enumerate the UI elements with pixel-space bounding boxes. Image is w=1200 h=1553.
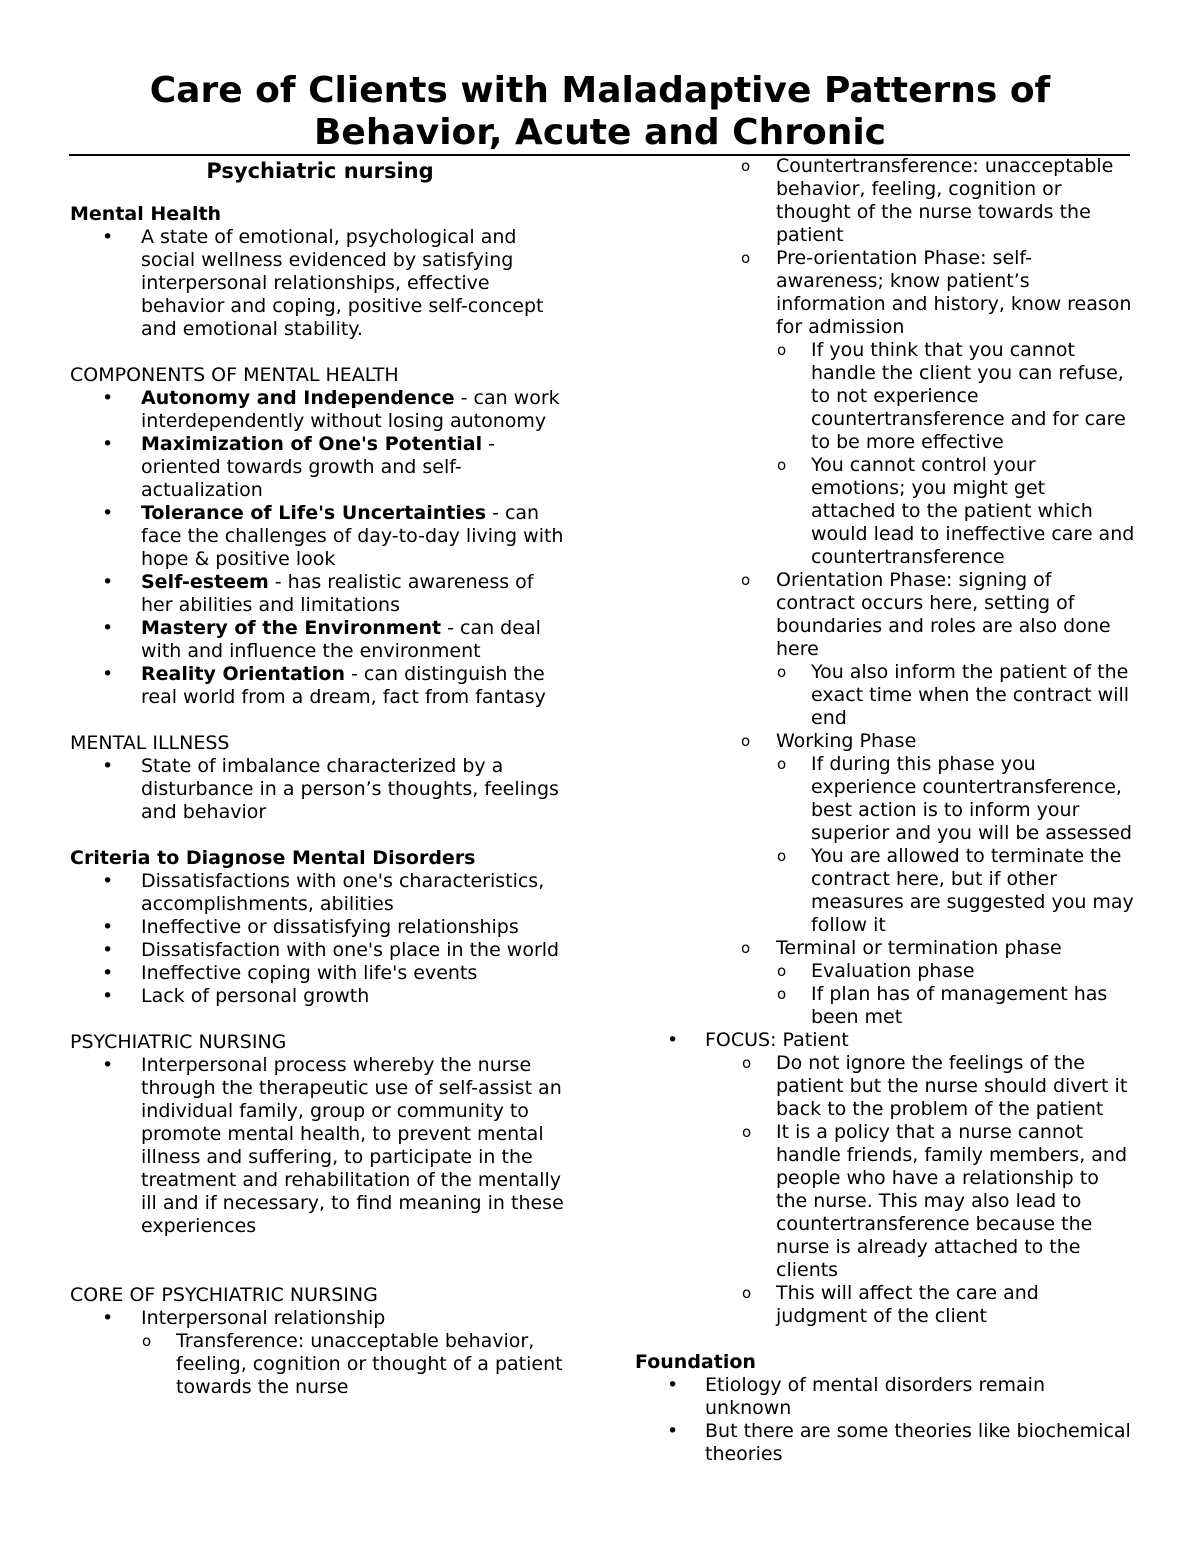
list-item: o Orientation Phase: signing of contract occurs here, setting of boundaries and roles are also done here <box>635 569 1135 661</box>
component-term: Reality Orientation <box>141 663 345 685</box>
core-heading: CORE OF PSYCHIATRIC NURSING <box>70 1284 378 1306</box>
list-item: • Interpersonal process whereby the nurse through the therapeutic use of self-assist an individual family, group or community to promote mental health, to prevent mental illness and suffering, to participate in the treatment and rehabilitation of the mentally ill and if necessary, to find meaning in these experiences <box>70 1054 570 1238</box>
component-desc: - can face the challenges of day-to-day living with hope & positive look <box>141 502 564 570</box>
list-item: • Etiology of mental disorders remain unknown <box>635 1374 1135 1420</box>
list-item <box>70 433 570 502</box>
list-item: o If plan has of management has been met <box>635 983 1135 1029</box>
component-desc: - has realistic awareness of her abilities and limitations <box>141 571 534 616</box>
list-item: • Ineffective or dissatisfying relationships <box>70 916 570 939</box>
component-desc: - can work interdependently without losing autonomy <box>141 387 560 432</box>
list-item: • FOCUS: Patient <box>635 1029 1135 1052</box>
left-column <box>70 158 570 1399</box>
foundation-heading: Foundation <box>635 1351 756 1373</box>
list-item: • Interpersonal relationship <box>70 1307 570 1330</box>
list-item: • A state of emotional, psychological and social wellness evidenced by satisfying interpersonal relationships, effective behavior and coping, positive self-concept and emotional stability. <box>70 226 570 341</box>
list-item: • State of imbalance characterized by a disturbance in a person’s thoughts, feelings and behavior <box>70 755 570 824</box>
component-desc: - can distinguish the real world from a dream, fact from fantasy <box>141 663 546 708</box>
list-item <box>70 387 570 433</box>
list-item: o Evaluation phase <box>635 960 1135 983</box>
list-item <box>70 617 570 663</box>
component-desc: - can deal with and influence the environment <box>141 617 541 662</box>
list-item: o Transference: unacceptable behavior, feeling, cognition or thought of a patient towards the nurse <box>70 1330 570 1399</box>
list-item: o You are allowed to terminate the contract here, but if other measures are suggested you may follow it <box>635 845 1135 937</box>
list-item <box>70 502 570 571</box>
list-item: • Lack of personal growth <box>70 985 570 1008</box>
component-term: Tolerance of Life's Uncertainties <box>141 502 487 524</box>
list-item: • Ineffective coping with life's events <box>70 962 570 985</box>
list-item: o Working Phase <box>635 730 1135 753</box>
list-item: • Dissatisfaction with one's place in the world <box>70 939 570 962</box>
component-desc: - oriented towards growth and self-actualization <box>141 433 496 501</box>
list-item: o Pre-orientation Phase: self-awareness; know patient’s information and history, know reason for admission <box>635 247 1135 339</box>
list-item: o If you think that you cannot handle the client you can refuse, to not experience countertransference and for care to be more effective <box>635 339 1135 454</box>
list-item: o It is a policy that a nurse cannot handle friends, family members, and people who have a relationship to the nurse. This may also lead to countertransference because the nurse is already attached to the clients <box>635 1121 1135 1282</box>
mental-health-heading: Mental Health <box>70 203 222 225</box>
right-column <box>635 155 1135 1466</box>
title-line-1: Care of Clients with Maladaptive Patterns of <box>149 70 1051 111</box>
list-item: o This will affect the care and judgment of the client <box>635 1282 1135 1328</box>
core-list <box>70 1307 570 1399</box>
list-item: o Countertransference: unacceptable behavior, feeling, cognition or thought of the nurse towards the patient <box>635 155 1135 247</box>
list-item <box>70 571 570 617</box>
foundation-list <box>635 1374 1135 1466</box>
list-item <box>70 663 570 709</box>
component-term: Self-esteem <box>141 571 269 593</box>
list-item: o Terminal or termination phase <box>635 937 1135 960</box>
psych-nursing-heading: PSYCHIATRIC NURSING <box>70 1031 287 1053</box>
criteria-list <box>70 870 570 1008</box>
psych-nursing-list <box>70 1054 570 1238</box>
components-list <box>70 387 570 709</box>
mental-illness-list <box>70 755 570 824</box>
phases-list <box>635 155 1135 1328</box>
criteria-heading: Criteria to Diagnose Mental Disorders <box>70 847 476 869</box>
list-item: o Do not ignore the feelings of the patient but the nurse should divert it back to the problem of the patient <box>635 1052 1135 1121</box>
list-item: o If during this phase you experience countertransference, best action is to inform your superior and you will be assessed <box>635 753 1135 845</box>
list-item: • Dissatisfactions with one's characteristics, accomplishments, abilities <box>70 870 570 916</box>
list-item: • But there are some theories like biochemical theories <box>635 1420 1135 1466</box>
mental-illness-heading: MENTAL ILLNESS <box>70 732 230 754</box>
component-term: Maximization of One's Potential <box>141 433 483 455</box>
mental-health-list <box>70 226 570 341</box>
section-title: Psychiatric nursing <box>206 159 434 183</box>
title-line-2: Behavior, Acute and Chronic <box>313 112 887 153</box>
component-term: Mastery of the Environment <box>141 617 442 639</box>
list-item: o You also inform the patient of the exact time when the contract will end <box>635 661 1135 730</box>
list-item: o You cannot control your emotions; you might get attached to the patient which would lead to ineffective care and countertransference <box>635 454 1135 569</box>
components-heading: COMPONENTS OF MENTAL HEALTH <box>70 364 399 386</box>
document-title <box>0 70 1200 154</box>
component-term: Autonomy and Independence <box>141 387 455 409</box>
